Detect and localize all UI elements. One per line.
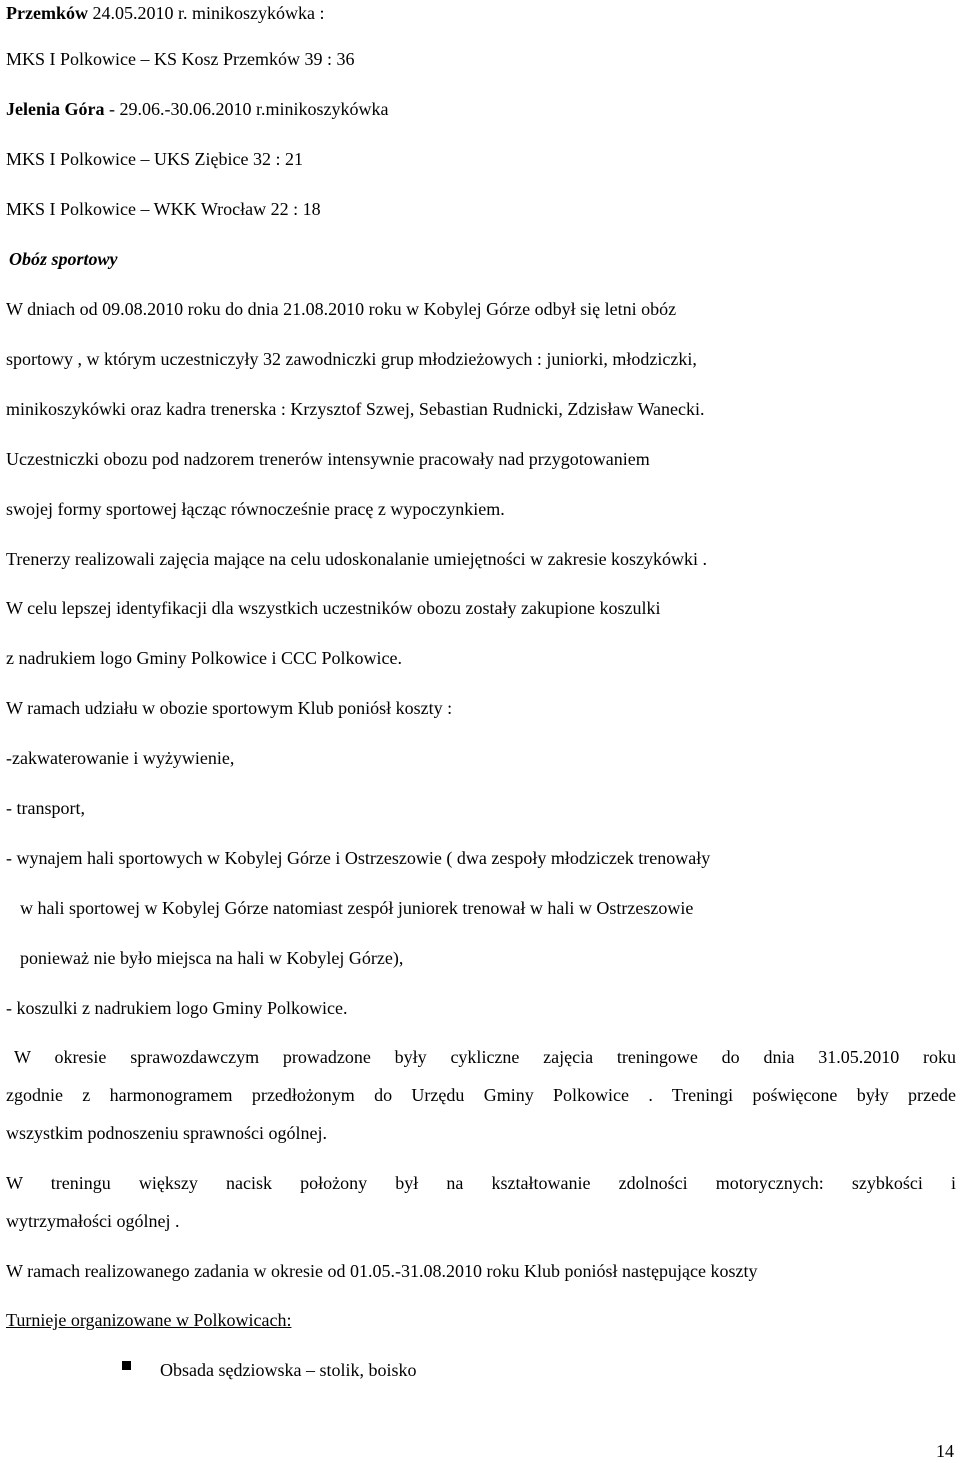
match-result-line: MKS I Polkowice – KS Kosz Przemków 39 : 36 <box>6 49 355 69</box>
event-location-bold: Jelenia Góra <box>6 99 105 119</box>
section-heading-turnieje: Turnieje organizowane w Polkowicach: <box>6 1310 292 1330</box>
square-bullet-icon <box>122 1361 131 1370</box>
paragraph-line: minikoszykówki oraz kadra trenerska : Krzysztof Szwej, Sebastian Rudnicki, Zdzisław Wanecki. <box>6 399 705 419</box>
event-date-text: 24.05.2010 r. minikoszykówka : <box>87 3 325 23</box>
paragraph-line: W celu lepszej identyfikacji dla wszystkich uczestników obozu zostały zakupione koszulki <box>6 598 661 618</box>
match-result-line: MKS I Polkowice – WKK Wrocław 22 : 18 <box>6 199 321 219</box>
event-jelenia-gora-heading <box>6 98 956 120</box>
paragraph-line: z nadrukiem logo Gminy Polkowice i CCC Polkowice. <box>6 648 402 668</box>
bullet-list-item: Obsada sędziowska – stolik, boisko <box>160 1360 417 1380</box>
page-number: 14 <box>936 1441 954 1461</box>
paragraph-line: W ramach udziału w obozie sportowym Klub poniósł koszty : <box>6 698 453 718</box>
event-przemkow-heading <box>6 2 956 24</box>
paragraph-line: sportowy , w którym uczestniczyły 32 zawodniczki grup młodzieżowych : juniorki, młodziczki, <box>6 349 697 369</box>
paragraph-line: wytrzymałości ogólnej . <box>6 1211 180 1231</box>
section-heading-oboz: Obóz sportowy <box>9 249 118 269</box>
cost-list-item: -zakwaterowanie i wyżywienie, <box>6 748 235 768</box>
paragraph-line: Uczestniczki obozu pod nadzorem trenerów intensywnie pracowały nad przygotowaniem <box>6 449 650 469</box>
paragraph-line-justified: zgodnie z harmonogramem przedłożonym do Urzędu Gminy Polkowice . Treningi poświęcone były przede <box>6 1085 956 1105</box>
match-result-line: MKS I Polkowice – UKS Ziębice 32 : 21 <box>6 149 303 169</box>
cost-list-item: - wynajem hali sportowych w Kobylej Górze i Ostrzeszowie ( dwa zespoły młodziczek trenowały <box>6 848 711 868</box>
event-date-text: - 29.06.-30.06.2010 r.minikoszykówka <box>104 99 389 119</box>
cost-list-item-continuation: w hali sportowej w Kobylej Górze natomiast zespół juniorek trenował w hali w Ostrzeszowie <box>20 898 694 918</box>
cost-list-item-continuation: ponieważ nie było miejsca na hali w Kobylej Górze), <box>20 948 404 968</box>
paragraph-line-justified: W okresie sprawozdawczym prowadzone były cykliczne zajęcia treningowe do dnia 31.05.2010 roku <box>14 1047 956 1067</box>
cost-list-item: - transport, <box>6 798 85 818</box>
paragraph-line-justified: W treningu większy nacisk położony był na kształtowanie zdolności motorycznych: szybkości i <box>6 1173 956 1193</box>
paragraph-line: W ramach realizowanego zadania w okresie od 01.05.-31.08.2010 roku Klub poniósł następujące koszty <box>6 1261 758 1281</box>
paragraph-line: Trenerzy realizowali zajęcia mające na celu udoskonalanie umiejętności w zakresie koszykówki . <box>6 549 708 569</box>
cost-list-item: - koszulki z nadrukiem logo Gminy Polkowice. <box>6 998 348 1018</box>
paragraph-line: wszystkim podnoszeniu sprawności ogólnej. <box>6 1123 327 1143</box>
paragraph-line: swojej formy sportowej łącząc równocześnie pracę z wypoczynkiem. <box>6 499 505 519</box>
paragraph-line: W dniach od 09.08.2010 roku do dnia 21.08.2010 roku w Kobylej Górze odbył się letni obóz <box>6 299 677 319</box>
event-location-bold: Przemków <box>6 3 88 23</box>
